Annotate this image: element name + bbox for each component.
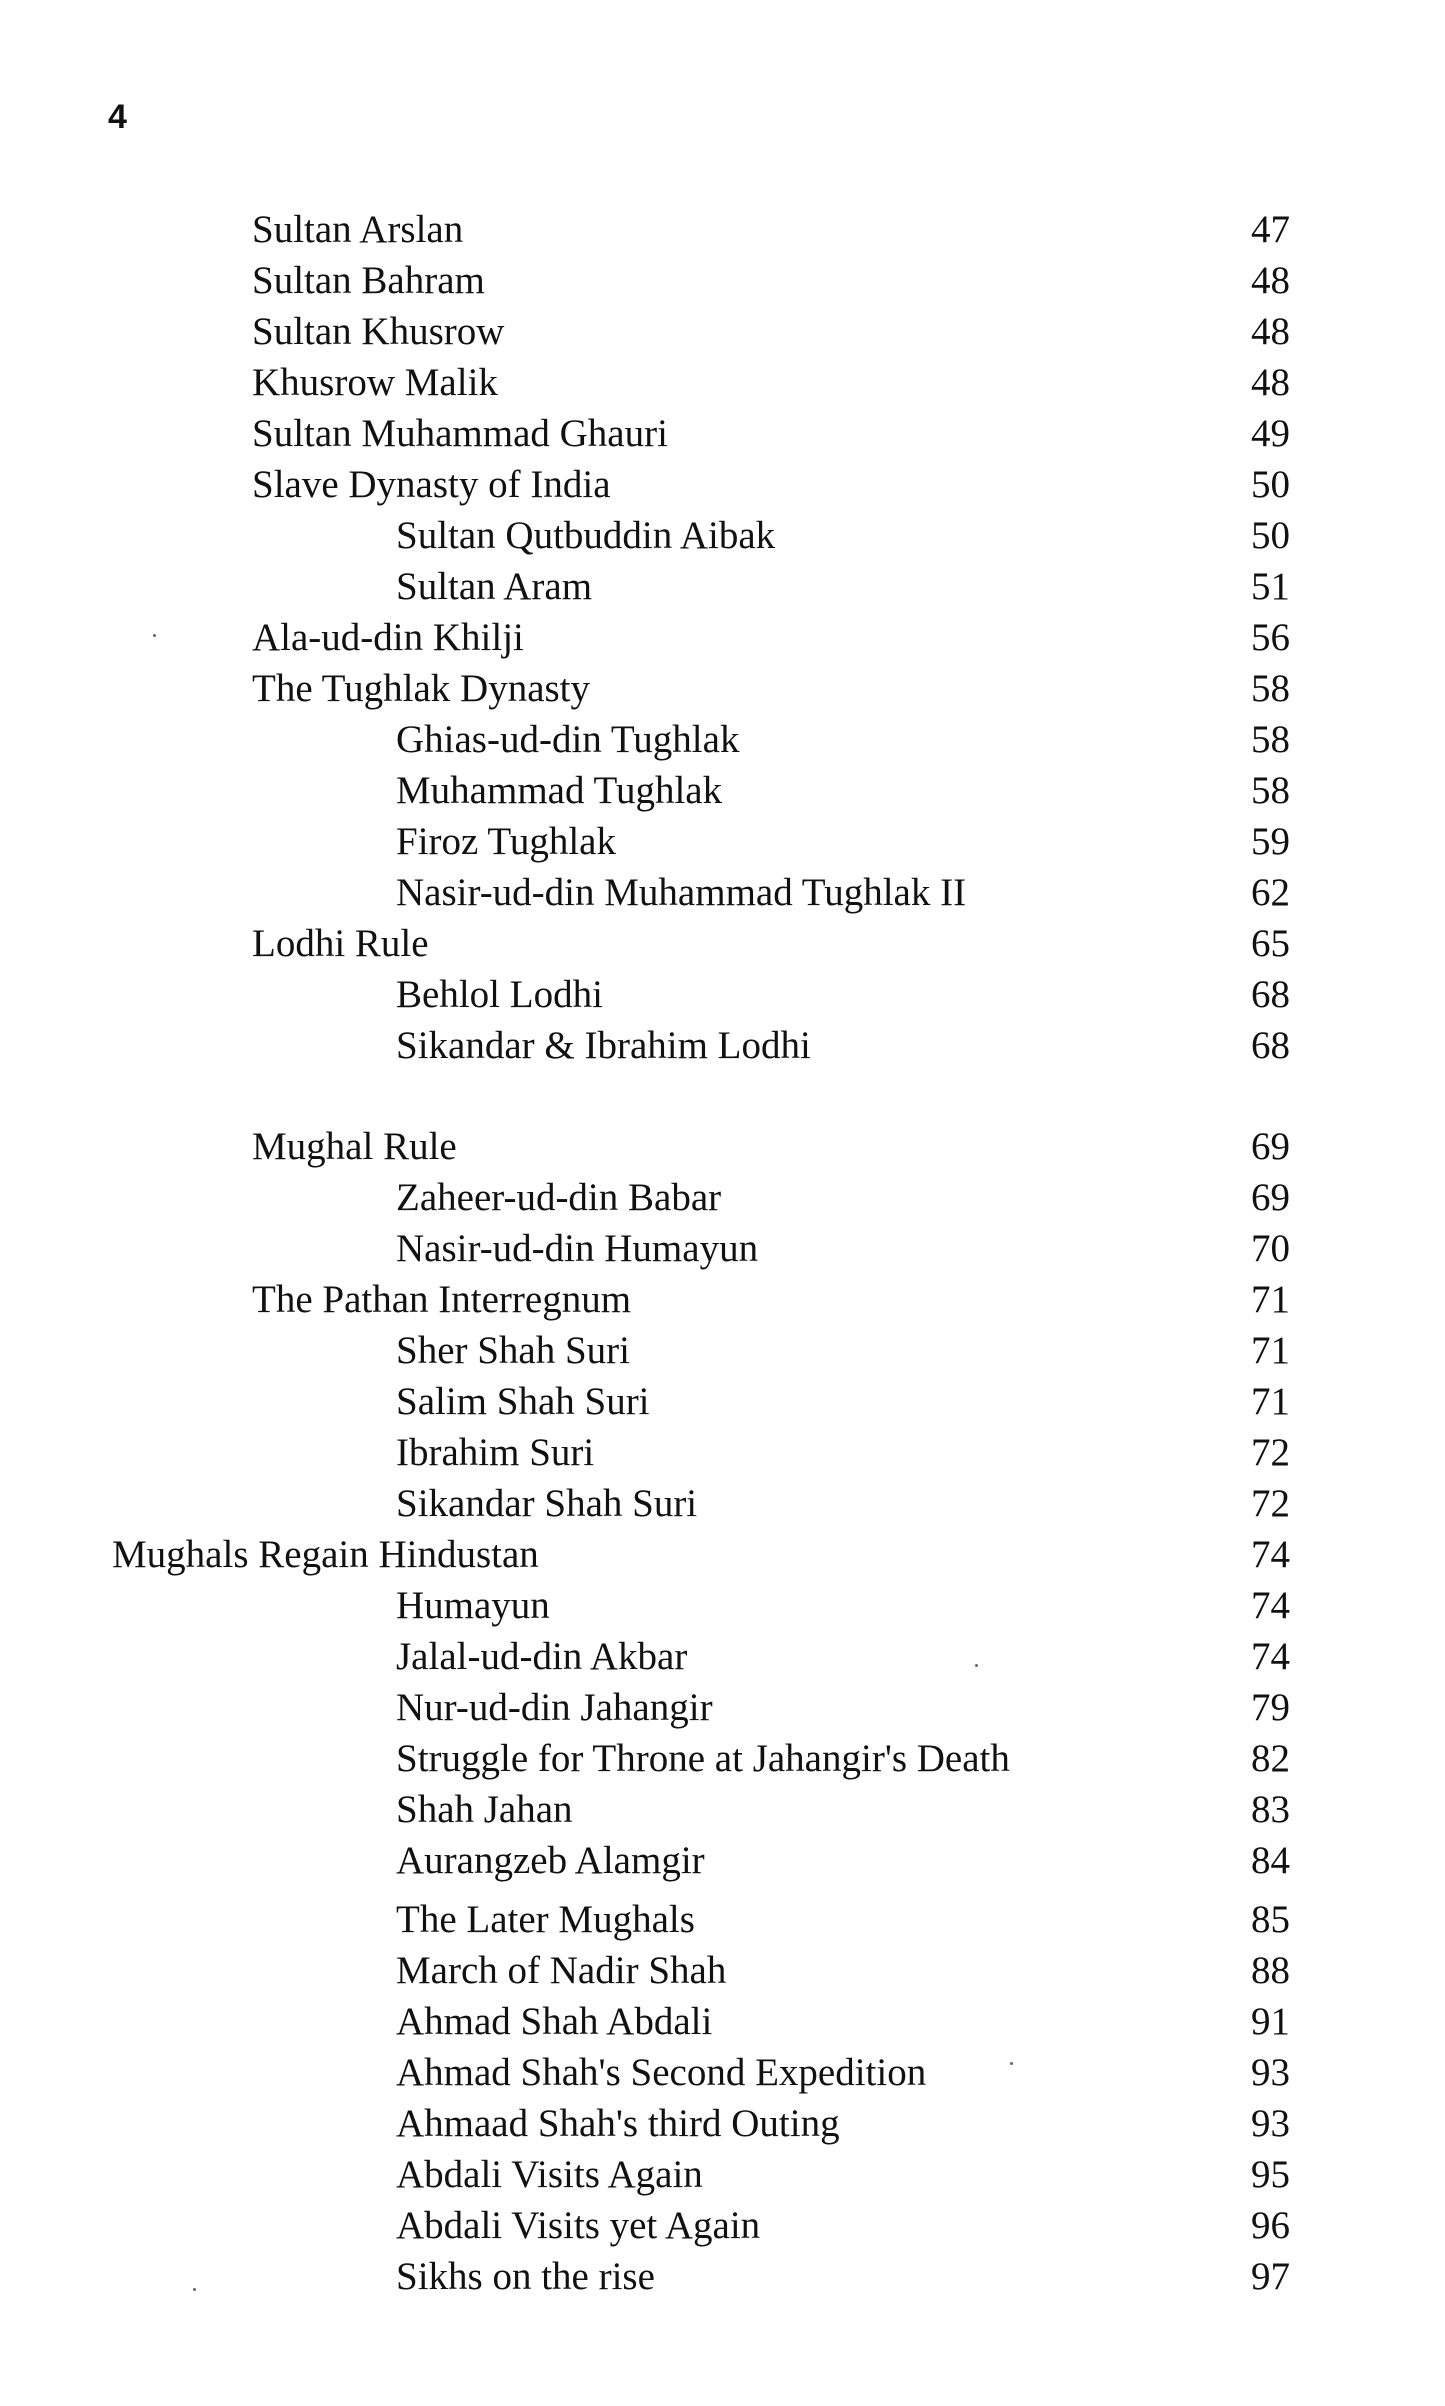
toc-entry-page: 48 <box>1251 310 1290 353</box>
toc-entry-title: Sultan Khusrow <box>252 310 505 353</box>
toc-entry-title: Sultan Aram <box>396 565 593 608</box>
toc-entry <box>0 715 1445 765</box>
toc-entry-page: 71 <box>1251 1329 1290 1372</box>
toc-entry-page: 65 <box>1251 922 1290 965</box>
toc-entry-page: 72 <box>1251 1431 1290 1474</box>
toc-entry-page: 95 <box>1251 2153 1290 2196</box>
toc-entry-title: Sikhs on the rise <box>396 2255 655 2298</box>
scan-speck <box>1010 2062 1013 2065</box>
toc-entry-page: 59 <box>1251 820 1290 863</box>
toc-entry <box>0 1734 1445 1784</box>
toc-entry <box>0 1122 1445 1172</box>
toc-entry <box>0 409 1445 459</box>
toc-entry-title: Ahmad Shah Abdali <box>396 2000 713 2043</box>
toc-entry-page: 70 <box>1251 1227 1290 1270</box>
toc-entry-title: Salim Shah Suri <box>396 1380 650 1423</box>
toc-entry <box>0 2201 1445 2251</box>
toc-entry <box>0 1530 1445 1580</box>
toc-entry <box>0 1785 1445 1835</box>
toc-entry-page: 71 <box>1251 1380 1290 1423</box>
toc-entry <box>0 1683 1445 1733</box>
toc-entry <box>0 562 1445 612</box>
toc-entry-page: 79 <box>1251 1686 1290 1729</box>
toc-entry-page: 69 <box>1251 1176 1290 1219</box>
toc-entry <box>0 205 1445 255</box>
toc-entry-page: 62 <box>1251 871 1290 914</box>
toc-entry <box>0 1428 1445 1478</box>
toc-entry-page: 51 <box>1251 565 1290 608</box>
toc-entry-page: 72 <box>1251 1482 1290 1525</box>
toc-entry-page: 93 <box>1251 2051 1290 2094</box>
toc-entry-title: Ahmaad Shah's third Outing <box>396 2102 840 2145</box>
toc-entry <box>0 307 1445 357</box>
toc-entry <box>0 919 1445 969</box>
toc-entry-title: Sher Shah Suri <box>396 1329 630 1372</box>
scan-speck <box>193 2288 196 2291</box>
toc-entry-title: Sikandar Shah Suri <box>396 1482 698 1525</box>
toc-entry-page: 74 <box>1251 1584 1290 1627</box>
toc-entry-title: Humayun <box>396 1584 550 1627</box>
toc-entry-title: Sultan Arslan <box>252 208 464 251</box>
toc-entry-title: Muhammad Tughlak <box>396 769 723 812</box>
toc-entry-page: 83 <box>1251 1788 1290 1831</box>
toc-entry-title: Khusrow Malik <box>252 361 498 404</box>
toc-entry-title: Ibrahim Suri <box>396 1431 595 1474</box>
toc-entry-title: Sultan Bahram <box>252 259 485 302</box>
toc-entry <box>0 1377 1445 1427</box>
toc-entry-title: Ahmad Shah's Second Expedition <box>396 2051 927 2094</box>
toc-entry-title: Jalal-ud-din Akbar <box>396 1635 688 1678</box>
toc-entry-title: Ghias-ud-din Tughlak <box>396 718 740 761</box>
toc-entry <box>0 2048 1445 2098</box>
toc-entry-title: Nur-ud-din Jahangir <box>396 1686 713 1729</box>
toc-entry <box>0 2099 1445 2149</box>
toc-entry <box>0 511 1445 561</box>
toc-entry-page: 96 <box>1251 2204 1290 2247</box>
toc-entry-title: Sultan Qutbuddin Aibak <box>396 514 776 557</box>
toc-entry-page: 68 <box>1251 973 1290 1016</box>
toc-entry <box>0 256 1445 306</box>
toc-entry-page: 84 <box>1251 1839 1290 1882</box>
toc-entry <box>0 2252 1445 2302</box>
toc-entry-page: 69 <box>1251 1125 1290 1168</box>
scan-speck <box>975 1664 978 1667</box>
toc-entry-title: Nasir-ud-din Humayun <box>396 1227 759 1270</box>
scan-speck <box>153 634 156 637</box>
page-number: 4 <box>108 98 127 136</box>
toc-entry-page: 91 <box>1251 2000 1290 2043</box>
toc-entry-page: 58 <box>1251 667 1290 710</box>
toc-entry <box>0 868 1445 918</box>
toc-entry <box>0 766 1445 816</box>
toc-entry-page: 88 <box>1251 1949 1290 1992</box>
toc-entry-page: 50 <box>1251 514 1290 557</box>
toc-entry <box>0 1632 1445 1682</box>
toc-entry-title: Zaheer-ud-din Babar <box>396 1176 722 1219</box>
toc-entry-title: Nasir-ud-din Muhammad Tughlak II <box>396 871 967 914</box>
toc-entry <box>0 2150 1445 2200</box>
toc-entry-page: 50 <box>1251 463 1290 506</box>
toc-entry <box>0 1326 1445 1376</box>
toc-entry-title: Shah Jahan <box>396 1788 573 1831</box>
toc-entry-page: 48 <box>1251 259 1290 302</box>
toc-entry-page: 71 <box>1251 1278 1290 1321</box>
toc-entry-title: Behlol Lodhi <box>396 973 603 1016</box>
toc-entry-title: Abdali Visits yet Again <box>396 2204 761 2247</box>
toc-entry-title: Aurangzeb Alamgir <box>396 1839 705 1882</box>
toc-entry-title: Sultan Muhammad Ghauri <box>252 412 668 455</box>
toc-entry-page: 58 <box>1251 718 1290 761</box>
toc-entry-title: Slave Dynasty of India <box>252 463 611 506</box>
toc-entry <box>0 460 1445 510</box>
toc-entry-page: 97 <box>1251 2255 1290 2298</box>
toc-entry <box>0 1021 1445 1071</box>
toc-entry <box>0 1173 1445 1223</box>
toc-entry-title: Struggle for Throne at Jahangir's Death <box>396 1737 1010 1780</box>
toc-entry <box>0 970 1445 1020</box>
toc-entry <box>0 1946 1445 1996</box>
toc-entry-page: 58 <box>1251 769 1290 812</box>
toc-entry <box>0 1581 1445 1631</box>
toc-entry <box>0 1479 1445 1529</box>
toc-entry <box>0 1895 1445 1945</box>
toc-entry <box>0 817 1445 867</box>
toc-entry-title: The Later Mughals <box>396 1898 695 1941</box>
toc-entry <box>0 1275 1445 1325</box>
toc-entry-page: 74 <box>1251 1635 1290 1678</box>
toc-entry <box>0 1224 1445 1274</box>
toc-entry <box>0 1997 1445 2047</box>
toc-entry-title: The Tughlak Dynasty <box>252 667 591 710</box>
toc-entry-title: Lodhi Rule <box>252 922 429 965</box>
toc-entry-title: Mughals Regain Hindustan <box>112 1533 539 1576</box>
toc-entry <box>0 613 1445 663</box>
toc-entry-title: Firoz Tughlak <box>396 820 616 863</box>
toc-entry <box>0 664 1445 714</box>
toc-entry-title: Abdali Visits Again <box>396 2153 703 2196</box>
toc-entry-page: 47 <box>1251 208 1290 251</box>
toc-entry-page: 49 <box>1251 412 1290 455</box>
toc-entry-title: The Pathan Interregnum <box>252 1278 632 1321</box>
toc-entry-page: 82 <box>1251 1737 1290 1780</box>
toc-entry-page: 74 <box>1251 1533 1290 1576</box>
toc-entry <box>0 1836 1445 1886</box>
toc-entry-title: Mughal Rule <box>252 1125 457 1168</box>
toc-entry-page: 85 <box>1251 1898 1290 1941</box>
toc-entry-title: Ala-ud-din Khilji <box>252 616 524 659</box>
toc-entry <box>0 358 1445 408</box>
toc-entry-page: 93 <box>1251 2102 1290 2145</box>
toc-entry-title: Sikandar & Ibrahim Lodhi <box>396 1024 811 1067</box>
toc-entry-title: March of Nadir Shah <box>396 1949 727 1992</box>
toc-entry-page: 68 <box>1251 1024 1290 1067</box>
toc-entry-page: 56 <box>1251 616 1290 659</box>
toc-entry-page: 48 <box>1251 361 1290 404</box>
